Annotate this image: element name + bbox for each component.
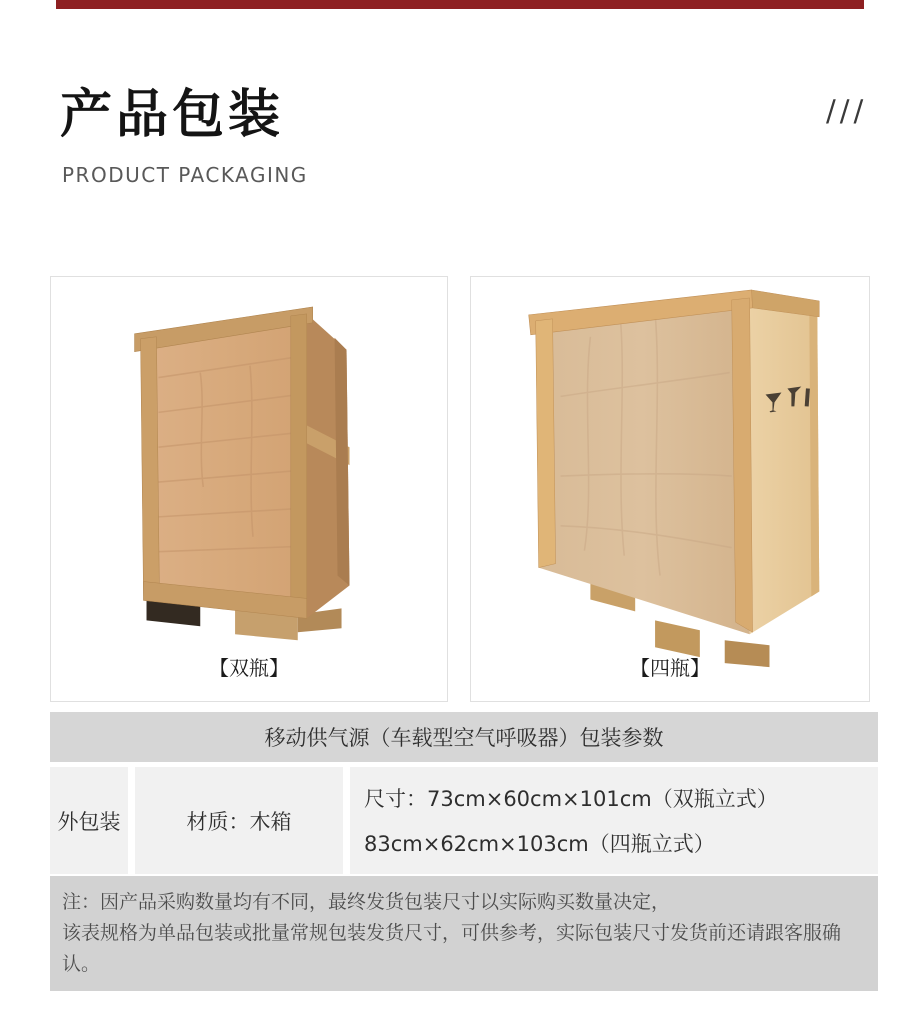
cell-material: 材质：木箱 <box>135 767 343 874</box>
image-caption-quad: 【四瓶】 <box>630 656 710 680</box>
table-row <box>50 767 878 874</box>
dimensions-line-1: 尺寸：73cm×60cm×101cm（双瓶立式） <box>364 786 778 811</box>
packaging-spec-table <box>50 712 878 991</box>
note-line-1: 注：因产品采购数量均有不同，最终发货包装尺寸以实际购买数量决定， <box>62 891 671 913</box>
cell-package-type: 外包装 <box>50 767 128 874</box>
product-image-box-double <box>50 276 448 702</box>
cell-dimensions <box>350 767 878 874</box>
page-title: 产品包装 <box>60 85 285 145</box>
image-caption-double: 【双瓶】 <box>209 656 289 680</box>
table-title: 移动供气源（车载型空气呼吸器）包装参数 <box>50 712 878 762</box>
page-subtitle: PRODUCT PACKAGING <box>62 163 308 187</box>
top-accent-bar <box>56 0 864 9</box>
note-block <box>50 876 878 991</box>
slashes-decoration-icon: /// <box>826 94 868 128</box>
wooden-crate-double-bottle-image <box>51 277 447 701</box>
wooden-crate-four-bottle-image <box>471 277 869 701</box>
product-image-box-quad <box>470 276 870 702</box>
dimensions-line-2: 83cm×62cm×103cm（四瓶立式） <box>364 832 715 857</box>
note-line-2: 该表规格为单品包装或批量常规包装发货尺寸，可供参考，实际包装尺寸发货前还请跟客服确认。 <box>62 922 842 975</box>
